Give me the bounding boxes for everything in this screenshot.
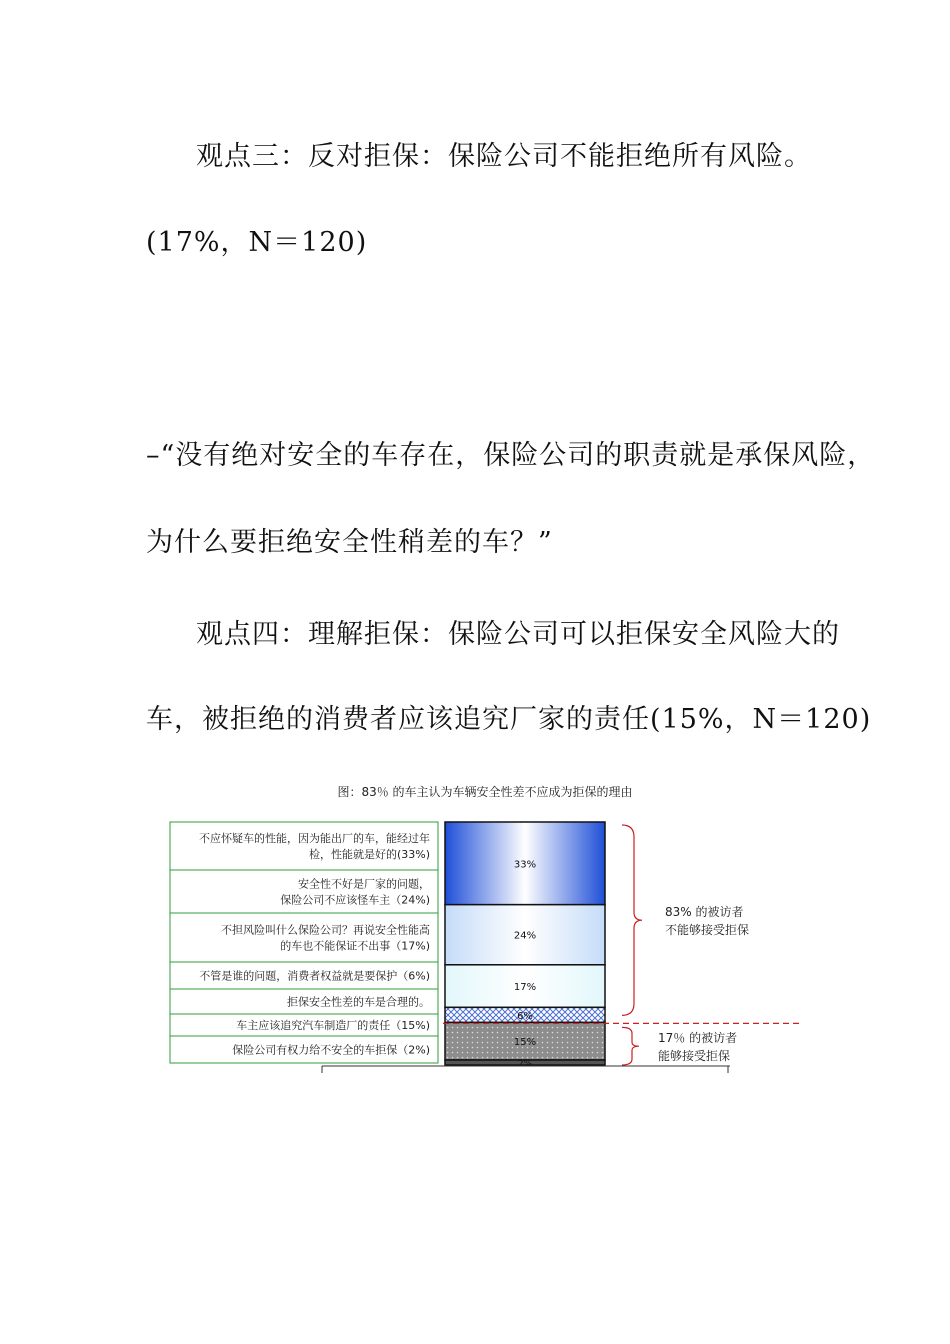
bar-label-33pct: 33%	[513, 859, 537, 871]
bar-label-15pct: 15%	[513, 1037, 537, 1049]
bar-label-2pct: 2%	[517, 1059, 533, 1070]
brace-upper	[622, 825, 642, 1015]
annotation-lower-line-1: 17％ 的被访者	[658, 1031, 738, 1046]
paragraph-stat-17: (17%，N＝120)	[146, 227, 368, 258]
legend-label-3-line-2: 的车也不能保证不出事（17%)	[280, 939, 430, 953]
legend-label-4-line-1: 不管是谁的问题，消费者权益就是要保护（6%)	[199, 969, 430, 983]
legend-label-1-line-2: 检，性能就是好的(33%)	[308, 848, 430, 861]
legend-label-5-line-1: 拒保安全性差的车是合理的。	[287, 995, 430, 1009]
paragraph-viewpoint-four: 观点四：理解拒保：保险公司可以拒保安全风险大的	[196, 619, 840, 650]
annotation-lower-line-2: 能够接受拒保	[658, 1049, 731, 1064]
legend-label-6-line-1: 车主应该追究汽车制造厂的责任（15%)	[236, 1019, 430, 1032]
bar-label-17pct: 17%	[513, 982, 537, 994]
brace-lower	[622, 1027, 639, 1065]
legend-label-2-line-1: 安全性不好是厂家的问题，	[298, 877, 430, 891]
paragraph-viewpoint-four-cont: 车，被拒绝的消费者应该追究厂家的责任(15%，N＝120)	[146, 704, 872, 735]
paragraph-quote-line-2: 为什么要拒绝安全性稍差的车？”	[146, 527, 553, 558]
legend-label-3-line-1: 不担风险叫什么保险公司？再说安全性能高	[221, 923, 430, 937]
bar-label-24pct: 24%	[513, 930, 537, 942]
legend-box-2	[170, 870, 438, 913]
chart-svg	[160, 775, 800, 1075]
paragraph-quote-line-1: –“没有绝对安全的车存在，保险公司的职责就是承保风险，	[146, 440, 876, 471]
paragraph-viewpoint-three: 观点三：反对拒保：保险公司不能拒绝所有风险。	[196, 141, 812, 172]
legend-box-1	[170, 822, 438, 870]
legend-label-2-line-2: 保险公司不应该怪车主（24%)	[280, 893, 430, 907]
annotation-upper-line-1: 83% 的被访者	[665, 905, 744, 920]
stacked-bar-figure	[160, 775, 800, 1075]
chart-title: 图：83％ 的车主认为车辆安全性差不应成为拒保的理由	[337, 785, 633, 799]
legend-box-3	[170, 913, 438, 962]
annotation-upper-line-2: 不能够接受拒保	[665, 923, 750, 938]
legend-label-1-line-1: 不应怀疑车的性能，因为能出厂的车，能经过年	[199, 832, 430, 845]
legend-label-7-line-1: 保险公司有权力给不安全的车拒保（2%)	[232, 1043, 430, 1057]
bar-label-6pct: 6%	[517, 1010, 533, 1022]
